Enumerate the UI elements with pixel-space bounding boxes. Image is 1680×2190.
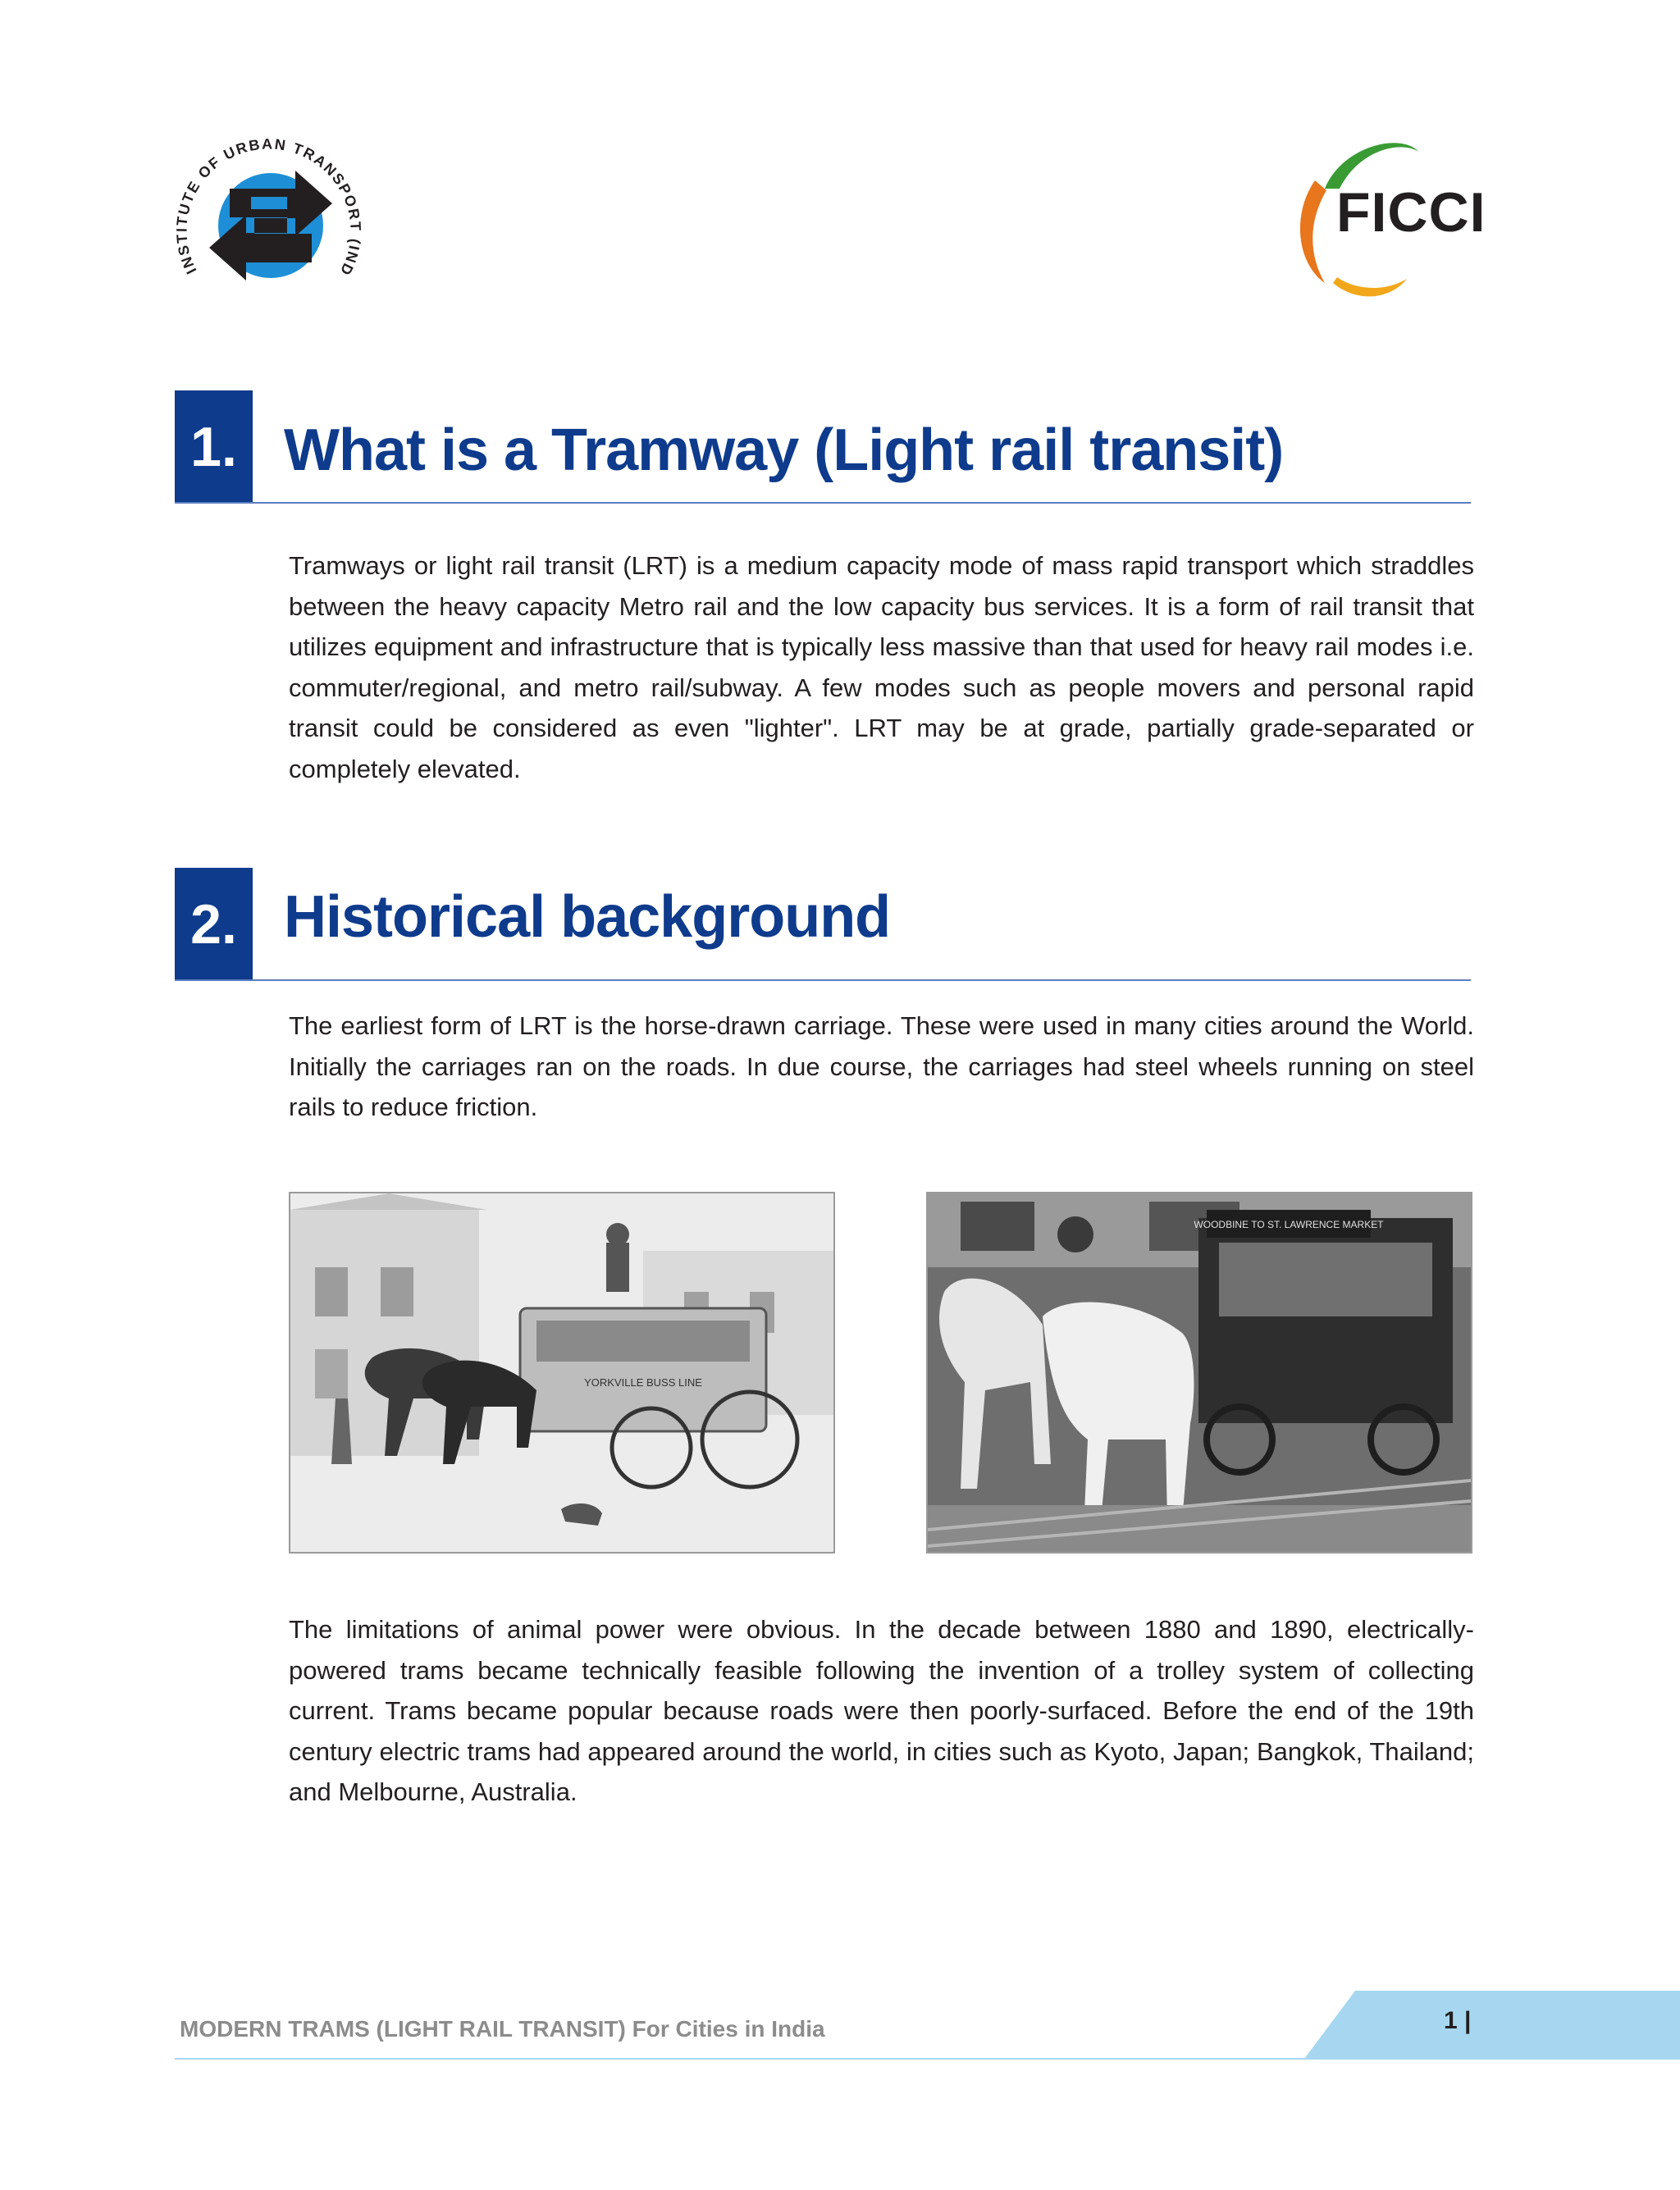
footer-page-tab bbox=[1304, 1991, 1680, 2059]
section-1-number: 1. bbox=[175, 390, 253, 504]
section-2-number: 2. bbox=[175, 868, 253, 981]
tram-destination-sign: WOODBINE TO ST. LAWRENCE MARKET bbox=[1194, 1219, 1384, 1230]
footer-rule bbox=[175, 2058, 1680, 2060]
iut-logo bbox=[172, 131, 377, 303]
section-1-rule bbox=[175, 502, 1471, 504]
section-2-rule bbox=[175, 979, 1471, 981]
section-1-title: What is a Tramway (Light rail transit) bbox=[284, 417, 1284, 483]
section-2-title: Historical background bbox=[284, 884, 891, 950]
section-2-body-1: The earliest form of LRT is the horse-drawn carriage. These were used in many cities around the World. Initially the carriages ran on the roads. In due course, the carriages had steel wheels running on steel rails to reduce friction. bbox=[289, 1011, 1474, 1121]
section-1-body: Tramways or light rail transit (LRT) is a medium capacity mode of mass rapid transport which straddles between the heavy capacity Metro rail and the low capacity bus services. It is a form of rail transit that utilizes equipment and infrastructure that is typically less massive than that used for heavy rail modes i.e. commuter/regional, and metro rail/subway. A few modes such as people movers and personal rapid transit could be considered as even "lighter". LRT may be at grade, partially grade-separated or completely elevated. bbox=[289, 551, 1474, 783]
omnibus-sign: YORKVILLE BUSS LINE bbox=[584, 1376, 702, 1389]
section-2-body-2: The limitations of animal power were obvious. In the decade between 1880 and 1890, electrically-powered trams became technically feasible following the invention of a trolley system of collecting current. Trams became popular because roads were then poorly-surfaced. Before the end of the 19th century electric trams had appeared around the world, in cities such as Kyoto, Japan; Bangkok, Thailand; and Melbourne, Australia. bbox=[289, 1615, 1474, 1806]
horse-drawn-tram-image bbox=[926, 1192, 1472, 1554]
ficci-logo bbox=[1276, 131, 1486, 312]
horse-drawn-omnibus-image bbox=[289, 1192, 835, 1554]
page-number: 1 | bbox=[1444, 2007, 1472, 2034]
footer-document-title: MODERN TRAMS (LIGHT RAIL TRANSIT) For Cities in India bbox=[180, 2016, 825, 2042]
ficci-wordmark: FICCI bbox=[1336, 181, 1486, 244]
iut-ring-text: INSTITUTE OF URBAN TRANSPORT (IND bbox=[173, 135, 364, 280]
